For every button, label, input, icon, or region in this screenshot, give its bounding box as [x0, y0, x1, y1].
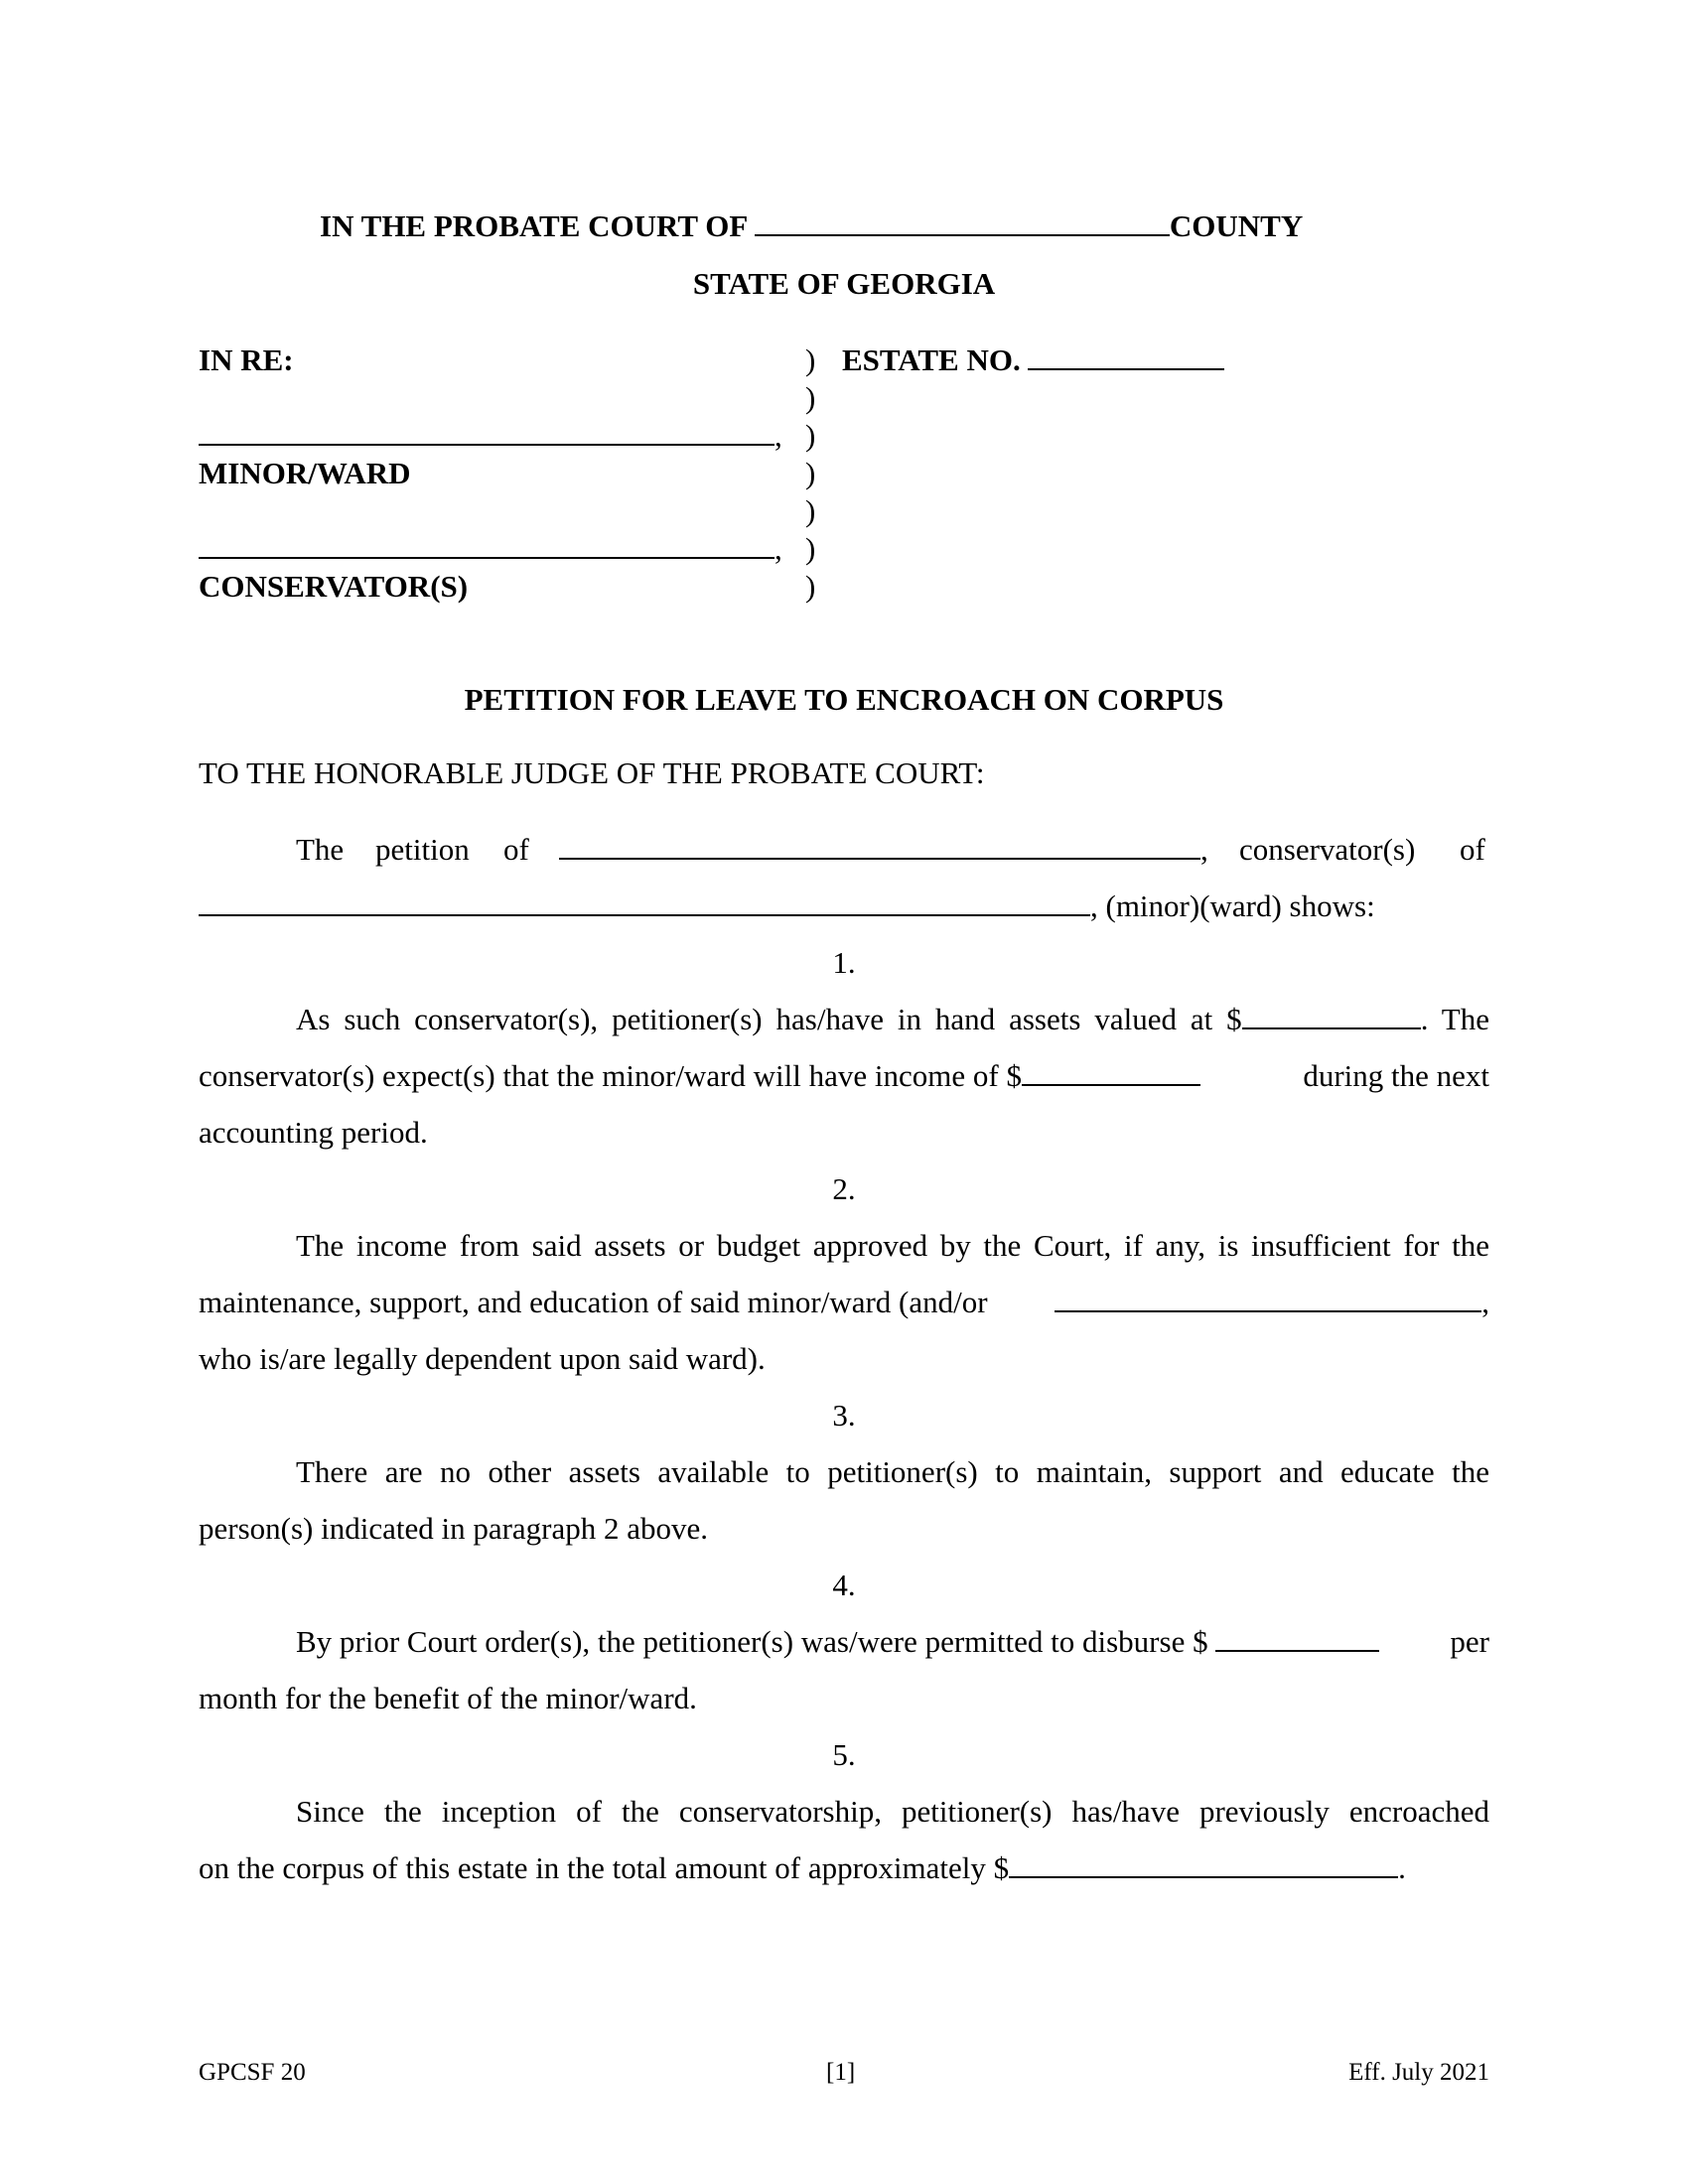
- caption-paren: ): [805, 342, 816, 377]
- p1-line3: accounting period.: [199, 1115, 428, 1150]
- caption-paren: ): [805, 418, 816, 453]
- assets-value-blank[interactable]: [1242, 1002, 1421, 1029]
- caption-paren: ): [805, 456, 816, 490]
- p4-line2: month for the benefit of the minor/ward.: [199, 1681, 697, 1715]
- intro-the: The: [296, 832, 345, 867]
- county-blank[interactable]: [755, 208, 1170, 236]
- paragraph-number: 5.: [832, 1737, 856, 1772]
- intro-conservators: conservator(s): [1239, 832, 1416, 867]
- conservators-label: CONSERVATOR(S): [199, 569, 469, 604]
- intro-line2: [199, 888, 1375, 924]
- estate-no-blank[interactable]: [1028, 342, 1224, 370]
- paragraph-number: 1.: [832, 945, 856, 980]
- intro-comma: ,: [1200, 832, 1208, 867]
- state-heading: STATE OF GEORGIA: [692, 266, 996, 301]
- salutation: TO THE HONORABLE JUDGE OF THE PROBATE COURT:: [199, 755, 985, 790]
- income-blank[interactable]: [1022, 1058, 1200, 1086]
- intro-line2-suffix: , (minor)(ward) shows:: [1090, 888, 1375, 923]
- estate-no-label: ESTATE NO.: [842, 342, 1021, 377]
- caption-paren: ): [805, 493, 816, 528]
- intro-of: of: [503, 832, 529, 867]
- minor-ward-line: [199, 418, 782, 454]
- p4-line1-text: By prior Court order(s), the petitioner(s) was/were permitted to disburse $: [296, 1624, 1379, 1660]
- p3-line2: person(s) indicated in paragraph 2 above.: [199, 1511, 709, 1546]
- p4-line1-end: per: [1450, 1624, 1489, 1659]
- minor-ward-label: MINOR/WARD: [199, 456, 411, 490]
- page-number: [1]: [826, 2059, 856, 2086]
- in-re-label: IN RE:: [199, 342, 294, 377]
- p3-line1: There are no other assets available to petitioner(s) to maintain, support and educate the: [296, 1454, 1489, 1489]
- p2-line3: who is/are legally dependent upon said ward).: [199, 1341, 766, 1376]
- petitioner-name-line: [559, 832, 1208, 868]
- intro-of2: of: [1460, 832, 1485, 867]
- estate-no: [842, 342, 1224, 378]
- p4-line1: [296, 1624, 1489, 1660]
- p2-line1: The income from said assets or budget approved by the Court, if any, is insufficient for the: [296, 1228, 1489, 1263]
- effective-date: Eff. July 2021: [1348, 2059, 1489, 2086]
- p1-line2-end: during the next: [1303, 1058, 1489, 1093]
- court-prefix: IN THE PROBATE COURT OF: [320, 208, 748, 243]
- p2-line2-text: maintenance, support, and education of said minor/ward (and/or: [199, 1285, 988, 1319]
- minor-ward-comma: ,: [774, 418, 782, 453]
- p1-line2: [199, 1058, 1489, 1094]
- caption-paren: ): [805, 531, 816, 566]
- caption-paren: ): [805, 380, 816, 415]
- paragraph-number: 3.: [832, 1398, 856, 1433]
- conservator-blank[interactable]: [199, 531, 774, 559]
- encroached-amount-blank[interactable]: [1009, 1850, 1398, 1878]
- minor-ward-blank[interactable]: [199, 418, 774, 446]
- caption-paren: ): [805, 569, 816, 604]
- p5-line2: on the corpus of this estate in the total amount of approximately $ .: [199, 1850, 1406, 1885]
- monthly-disburse-blank[interactable]: [1215, 1624, 1379, 1652]
- petition-title: PETITION FOR LEAVE TO ENCROACH ON CORPUS: [464, 682, 1224, 717]
- intro-petition: petition: [375, 832, 470, 867]
- form-id: GPCSF 20: [199, 2059, 306, 2086]
- court-header: [320, 208, 1303, 244]
- p1-line1-text: As such conservator(s), petitioner(s) has/have in hand assets valued at $ . The: [296, 1002, 1489, 1036]
- petitioner-name-blank[interactable]: [559, 832, 1200, 860]
- minor-ward-name-blank[interactable]: [199, 888, 1090, 916]
- p5-line1: Since the inception of the conservatorship, petitioner(s) has/have previously encroached: [296, 1794, 1489, 1829]
- paragraph-number: 2.: [832, 1171, 856, 1206]
- conservator-comma: ,: [774, 531, 782, 566]
- p1-line1: [296, 1002, 1489, 1037]
- dependents-blank[interactable]: [1055, 1285, 1481, 1312]
- p2-line2: [199, 1285, 1489, 1320]
- court-suffix: COUNTY: [1169, 208, 1304, 243]
- conservator-line: [199, 531, 782, 567]
- paragraph-number: 4.: [832, 1568, 856, 1602]
- p1-line2-text: conservator(s) expect(s) that the minor/ward will have income of $: [199, 1058, 1200, 1094]
- p2-line2-end: ,: [1055, 1285, 1489, 1320]
